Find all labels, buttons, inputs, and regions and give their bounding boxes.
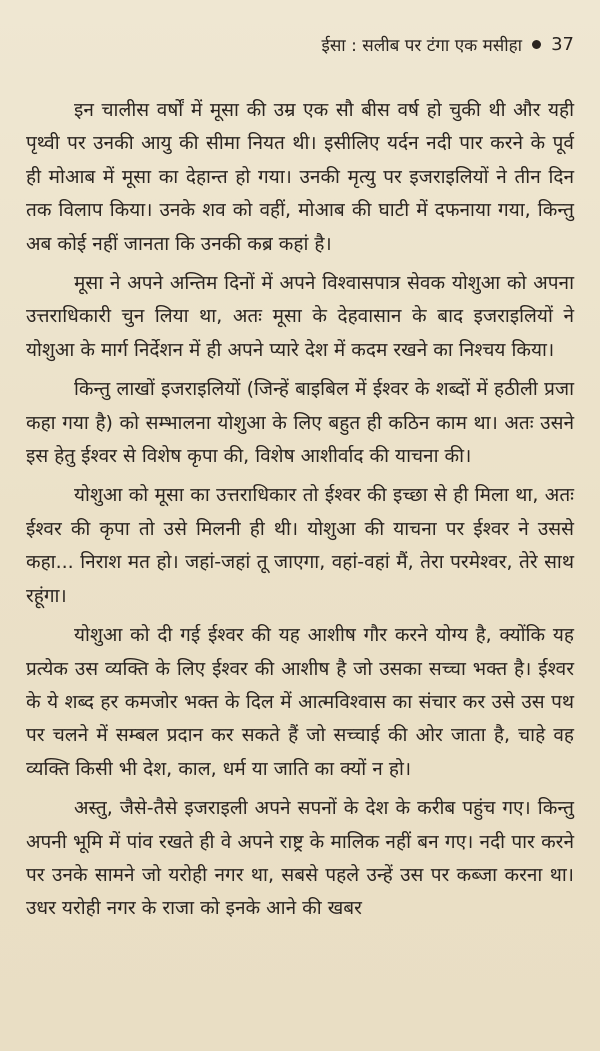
body-text	[26, 94, 574, 926]
paragraph: अस्तु, जैसे-तैसे इजराइली अपने सपनों के देश के करीब पहुंच गए। किन्तु अपनी भूमि में पांव रखते ही वे अपने राष्ट्र के मालिक नहीं बन गए। नदी पार करने पर उनके सामने जो यरोही नगर था, सबसे पहले उन्हें उस पर कब्जा करना था। उधर यरोही नगर के राजा को इनके आने की खबर	[26, 797, 574, 920]
page-number: 37	[551, 33, 574, 55]
running-header	[26, 28, 574, 60]
paragraph: योशुआ को मूसा का उत्तराधिकार तो ईश्वर की इच्छा से ही मिला था, अतः ईश्वर की कृपा तो उसे मिलनी ही थी। योशुआ की याचना पर ईश्वर ने उससे कहा... निराश मत हो। जहां-जहां तू जाएगा, वहां-वहां मैं, तेरा परमेश्वर, तेरे साथ रहूंगा।	[26, 484, 574, 607]
paragraph: मूसा ने अपने अन्तिम दिनों में अपने विश्वासपात्र सेवक योशुआ को अपना उत्तराधिकारी चुन लिया था, अतः मूसा के देहवासान के बाद इजराइलियों ने योशुआ के मार्ग निर्देशन में ही अपने प्यारे देश में कदम रखने का निश्चय किया।	[26, 272, 574, 361]
running-title: ईसा : सलीब पर टंगा एक मसीहा	[321, 35, 523, 56]
paragraph: योशुआ को दी गई ईश्वर की यह आशीष गौर करने योग्य है, क्योंकि यह प्रत्येक उस व्यक्ति के लिए ईश्वर की आशीष है जो उसका सच्चा भक्त है। ईश्वर के ये शब्द हर कमजोर भक्त के दिल में आत्मविश्वास का संचार कर उसे उस पथ पर चलने में सम्बल प्रदान कर सकते हैं जो सच्चाई की ओर जाता है, चाहे वह व्यक्ति किसी भी देश, काल, धर्म या जाति का क्यों न हो।	[26, 624, 574, 780]
paragraph: किन्तु लाखों इजराइलियों (जिन्हें बाइबिल में ईश्वर के शब्दों में हठीली प्रजा कहा गया है) को सम्भालना योशुआ के लिए बहुत ही कठिन काम था। अतः उसने इस हेतु ईश्वर से विशेष कृपा की, विशेष आशीर्वाद की याचना की।	[26, 378, 574, 468]
paragraph: इन चालीस वर्षों में मूसा की उम्र एक सौ बीस वर्ष हो चुकी थी और यही पृथ्वी पर उनकी आयु की सीमा नियत थी। इसीलिए यर्दन नदी पार करने के पूर्व ही मोआब में मूसा का देहान्त हो गया। उनकी मृत्यु पर इजराइलियों ने तीन दिन तक विलाप किया। उनके शव को वहीं, मोआब की घाटी में दफनाया गया, किन्तु अब कोई नहीं जानता कि उनकी कब्र कहां है।	[26, 99, 574, 255]
bullet-separator	[532, 40, 541, 49]
